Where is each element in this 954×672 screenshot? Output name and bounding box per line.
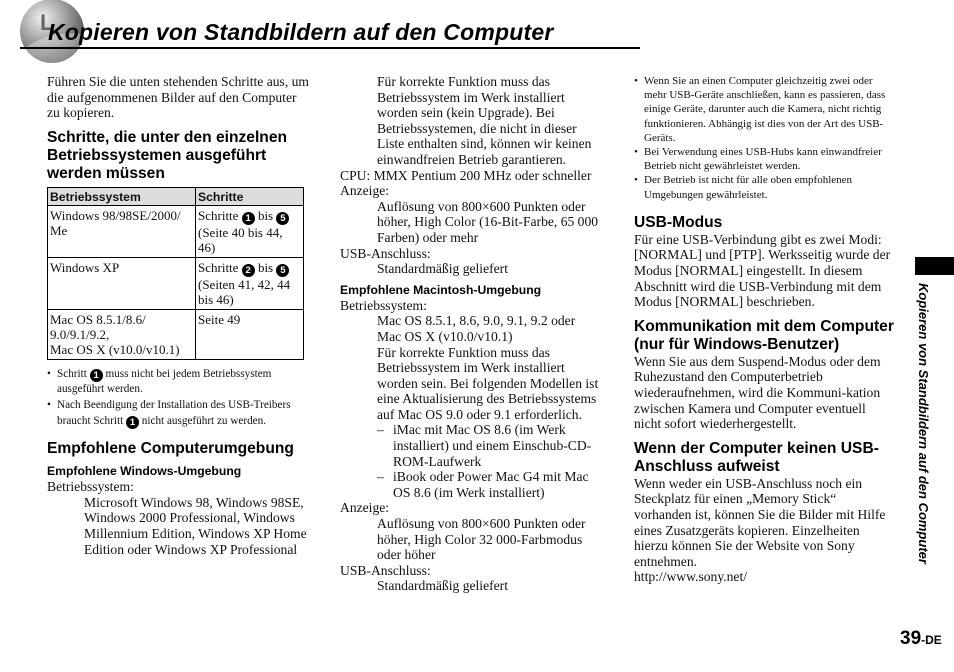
chapter-tab-marker bbox=[915, 257, 954, 275]
steps-pages: (Seite 40 bis 44, 46) bbox=[198, 224, 283, 255]
mac-env-heading: Empfohlene Macintosh-Umgebung bbox=[340, 282, 542, 297]
table-header-steps: Schritte bbox=[196, 187, 304, 205]
usb-label: USB-Anschluss: bbox=[340, 245, 431, 261]
communication-text: Wenn Sie aus dem Suspend-Modus oder dem Ruhezustand den Computerbetrieb wiederaufnehmen, wird die Kommuni-kation zwischen Kamera und Computer eventuell nicht sofort wiederhergestellt. bbox=[634, 353, 881, 432]
steps-word: Schritte bbox=[198, 259, 239, 275]
windows-env-heading: Empfohlene Windows-Umgebung bbox=[47, 464, 242, 479]
note-text: Schritt bbox=[57, 367, 87, 380]
display-label: Anzeige: bbox=[340, 500, 390, 516]
list-item: – iMac mit Mac OS 8.6 (im Werk installiert) und einem Einschub-CD-ROM-Laufwerk bbox=[340, 422, 602, 469]
table-cell-steps bbox=[196, 257, 304, 309]
usb-mode-text: Für eine USB-Verbindung gibt es zwei Modi: [NORMAL] und [PTP]. Werksseitig wurde der Modus [NORMAL] eingestellt. In diesem Abschnitt wird die USB-Verbindung mit dem Modus [NORMAL] beschrieben. bbox=[634, 231, 891, 310]
column-left bbox=[47, 74, 309, 557]
list-item: • Wenn Sie an einen Computer gleichzeitig zwei oder mehr USB-Geräte anschließen, kann es passieren, dass einige Geräte, darunter auch die Kamera, nicht richtig funktionieren. Abhängig ist dies von der Art des USB-Geräts. bbox=[634, 74, 896, 145]
column-right bbox=[634, 74, 896, 585]
usb-mode-heading: USB-Modus bbox=[634, 213, 723, 231]
table-cell-os: Windows XP bbox=[48, 257, 196, 309]
note-text: Nach Beendigung der Installation des USB-Treibers braucht Schritt bbox=[57, 398, 291, 427]
table-cell-steps: Seite 49 bbox=[196, 309, 304, 359]
steps-to-word: bis bbox=[257, 259, 274, 275]
mac-note: Für korrekte Funktion muss das Betriebssystem im Werk installiert worden sein. Bei folgenden Modellen ist eine Aktualisierung des Betriebssystems auf Mac OS 9.0 oder 9.1 erforderlich. bbox=[377, 344, 599, 422]
steps-to-word: bis bbox=[257, 207, 274, 223]
display-value: Auflösung von 800×600 Punkten oder höher, High Color (16-Bit-Farbe, 65 000 Farben) oder mehr bbox=[377, 198, 599, 245]
page-number-suffix: -DE bbox=[921, 633, 942, 647]
steps-word: Schritte bbox=[198, 207, 239, 223]
env-heading: Empfohlene Computerumgebung bbox=[47, 440, 294, 458]
mac-model: iBook oder Power Mac G4 mit Mac OS 8.6 (im Werk installiert) bbox=[393, 469, 589, 500]
list-item: • Nach Beendigung der Installation des USB-Treibers braucht Schritt 1 nicht ausgeführt zu werden. bbox=[47, 398, 291, 428]
os-value: Microsoft Windows 98, Windows 98SE, Windows 2000 Professional, Windows Millennium Edition, Windows XP Home Edition oder Windows XP Professional bbox=[84, 494, 307, 557]
note-text: Wenn Sie an einen Computer gleichzeitig zwei oder mehr USB-Geräte anschließen, kann es passieren, dass einige Geräte, darunter auch die Kamera, nicht richtig funktionieren. Abhängig ist dies von der Art des USB-Geräts. bbox=[644, 75, 886, 144]
table-header-os: Betriebssystem bbox=[48, 187, 196, 205]
note-text: Bei Verwendung eines USB-Hubs kann einwandfreier Betrieb nicht gewährleistet werden. bbox=[644, 146, 882, 173]
page-title: Kopieren von Standbildern auf den Computer bbox=[48, 19, 554, 45]
communication-heading: Kommunikation mit dem Computer (nur für Windows-Benutzer) bbox=[634, 317, 894, 353]
mac-os-value: Mac OS 8.5.1, 8.6, 9.0, 9.1, 9.2 oder Mac OS X (v10.0/v10.1) bbox=[377, 313, 576, 344]
display-value: Auflösung von 800×600 Punkten oder höher, High Color 32 000-Farbmodus oder höher bbox=[377, 516, 586, 563]
table-row bbox=[48, 309, 304, 359]
os-line: 9.0/9.1/9.2, bbox=[50, 326, 110, 342]
windows-note: Für korrekte Funktion muss das Betriebssystem im Werk installiert worden sein (kein Upgrade). Bei Betriebssystemen, die nicht in dieser Liste enthalten sind, können wir keinen einwandfreien Betrieb garantieren. bbox=[377, 74, 592, 167]
list-item: • Der Betrieb ist nicht für alle oben empfohlenen Umgebungen gewährleistet. bbox=[634, 173, 896, 201]
usb-notes bbox=[634, 74, 896, 202]
note-text: nicht ausgeführt zu werden. bbox=[141, 414, 267, 427]
note-text: muss nicht bei jedem Betriebssystem ausgeführt werden. bbox=[57, 367, 272, 396]
title-underline bbox=[20, 47, 640, 49]
os-label: Betriebssystem: bbox=[47, 479, 134, 495]
table-cell-os bbox=[48, 309, 196, 359]
table-cell-os: Windows 98/98SE/2000/ Me bbox=[48, 205, 196, 257]
sony-url-link[interactable]: http://www.sony.net/ bbox=[634, 569, 748, 585]
step-number-icon: 5 bbox=[276, 264, 289, 277]
step-number-icon: 5 bbox=[276, 212, 289, 225]
cpu-requirement: CPU: MMX Pentium 200 MHz oder schneller bbox=[340, 167, 592, 183]
no-usb-text: Wenn weder ein USB-Anschluss noch ein Steckplatz für einen „Memory Stick“ vorhanden ist, können Sie die Bilder mit Hilfe eines Zusatzgeräts kopieren. Einzelheiten hierzu können Sie der Website von Sony entnehmen. bbox=[634, 475, 886, 569]
header bbox=[0, 0, 954, 70]
sidebar-chapter-text: Kopieren von Standbildern auf den Computer bbox=[916, 283, 931, 564]
table-cell-steps bbox=[196, 205, 304, 257]
usb-value: Standardmäßig geliefert bbox=[377, 261, 508, 277]
svg-text:L: L bbox=[40, 10, 54, 35]
page-number-value: 39 bbox=[900, 628, 922, 649]
os-label: Betriebssystem: bbox=[340, 297, 427, 313]
list-item: • Schritt 1 muss nicht bei jedem Betriebssystem ausgeführt werden. bbox=[47, 367, 272, 396]
step-number-icon: 1 bbox=[242, 212, 255, 225]
list-item: – iBook oder Power Mac G4 mit Mac OS 8.6 (im Werk installiert) bbox=[340, 469, 602, 500]
mac-model: iMac mit Mac OS 8.6 (im Werk installiert) und einem Einschub-CD-ROM-Laufwerk bbox=[393, 422, 592, 469]
step-number-icon: 1 bbox=[90, 369, 103, 382]
column-middle bbox=[340, 74, 602, 594]
table-row bbox=[48, 205, 304, 257]
no-usb-heading: Wenn der Computer keinen USB-Anschluss aufweist bbox=[634, 439, 879, 475]
steps-heading: Schritte, die unter den einzelnen Betriebssystemen ausgeführt werden müssen bbox=[47, 128, 288, 182]
table-row bbox=[48, 257, 304, 309]
table-header-row bbox=[48, 187, 304, 205]
steps-pages: (Seiten 41, 42, 44 bis 46) bbox=[198, 276, 291, 307]
page-number bbox=[900, 628, 942, 650]
usb-label: USB-Anschluss: bbox=[340, 562, 431, 578]
os-line: Mac OS 8.5.1/8.6/ bbox=[50, 311, 146, 327]
intro-paragraph: Führen Sie die unten stehenden Schritte aus, um die aufgenommenen Bilder auf den Computer zu kopieren. bbox=[47, 74, 310, 121]
table-notes bbox=[47, 367, 309, 429]
usb-value: Standardmäßig geliefert bbox=[377, 578, 508, 594]
note-text: Der Betrieb ist nicht für alle oben empfohlenen Umgebungen gewährleistet. bbox=[644, 174, 853, 201]
display-label: Anzeige: bbox=[340, 183, 390, 199]
step-number-icon: 1 bbox=[126, 416, 139, 429]
os-steps-table bbox=[47, 187, 304, 360]
list-item: • Bei Verwendung eines USB-Hubs kann einwandfreier Betrieb nicht gewährleistet werden. bbox=[634, 145, 896, 173]
step-number-icon: 2 bbox=[242, 264, 255, 277]
os-line: Mac OS X (v10.0/v10.1) bbox=[50, 341, 180, 357]
